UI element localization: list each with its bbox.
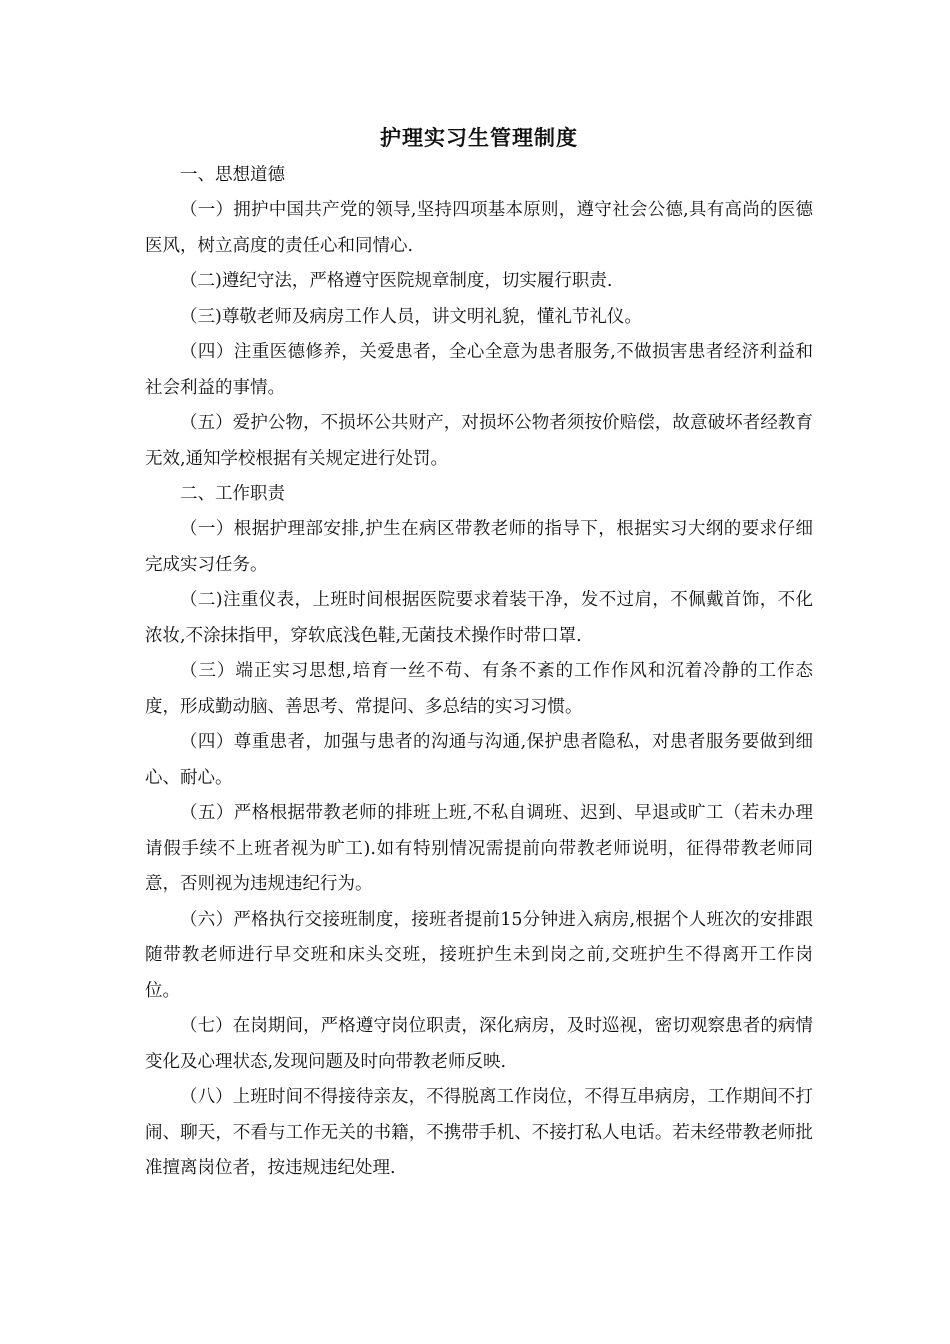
paragraph: （三)尊敬老师及病房工作人员，讲文明礼貌，懂礼节礼仪。 [180,306,642,327]
paragraph: （三）端正实习思想,培育一丝不苟、有条不紊的工作作风和沉着冷静的工作态度，形成勤动脑、善思考、常提问、多总结的实习习惯。 [145,661,813,717]
paragraph: （四）尊重患者，加强与患者的沟通与沟通,保护患者隐私，对患者服务要做到细心、耐心。 [145,732,813,788]
document-page [145,118,813,1187]
paragraph: （一）拥护中国共产党的领导,坚持四项基本原则，遵守社会公德,具有高尚的医德医风，树立高度的责任心和同情心. [145,200,813,256]
paragraph: （五）严格根据带教老师的排班上班,不私自调班、迟到、早退或旷工（若未办理请假手续不上班者视为旷工).如有特别情况需提前向带教老师说明，征得带教老师同意，否则视为违规违纪行为。 [145,803,813,894]
page-title: 护理实习生管理制度 [380,125,578,150]
paragraph: （一）根据护理部安排,护生在病区带教老师的指导下，根据实习大纲的要求仔细完成实习任务。 [145,519,813,575]
paragraph: （七）在岗期间，严格遵守岗位职责，深化病房，及时巡视，密切观察患者的病情变化及心理状态,发现问题及时向带教老师反映. [145,1016,813,1072]
paragraph: （二)注重仪表，上班时间根据医院要求着装干净，发不过肩，不佩戴首饰，不化浓妆,不涂抹指甲，穿软底浅色鞋,无菌技术操作时带口罩. [145,590,813,646]
section-heading: 二、工作职责 [180,484,285,504]
paragraph: （六）严格执行交接班制度，接班者提前15分钟进入病房,根据个人班次的安排跟随带教老师进行早交班和床头交班，接班护生未到岗之前,交班护生不得离开工作岗位。 [145,909,813,1001]
section-heading: 一、思想道德 [180,165,285,185]
paragraph: （八）上班时间不得接待亲友，不得脱离工作岗位，不得互串病房，工作期间不打闹、聊天，不看与工作无关的书籍，不携带手机、不接打私人电话。若未经带教老师批准擅离岗位者，按违规违纪处理. [145,1087,813,1178]
paragraph: （四）注重医德修养，关爱患者，全心全意为患者服务,不做损害患者经济利益和社会利益的事情。 [145,342,813,398]
paragraph: （五）爱护公物，不损坏公共财产，对损坏公物者须按价赔偿，故意破坏者经教育无效,通知学校根据有关规定进行处罚。 [145,413,813,469]
paragraph: （二)遵纪守法，严格遵守医院规章制度，切实履行职责. [180,271,613,291]
